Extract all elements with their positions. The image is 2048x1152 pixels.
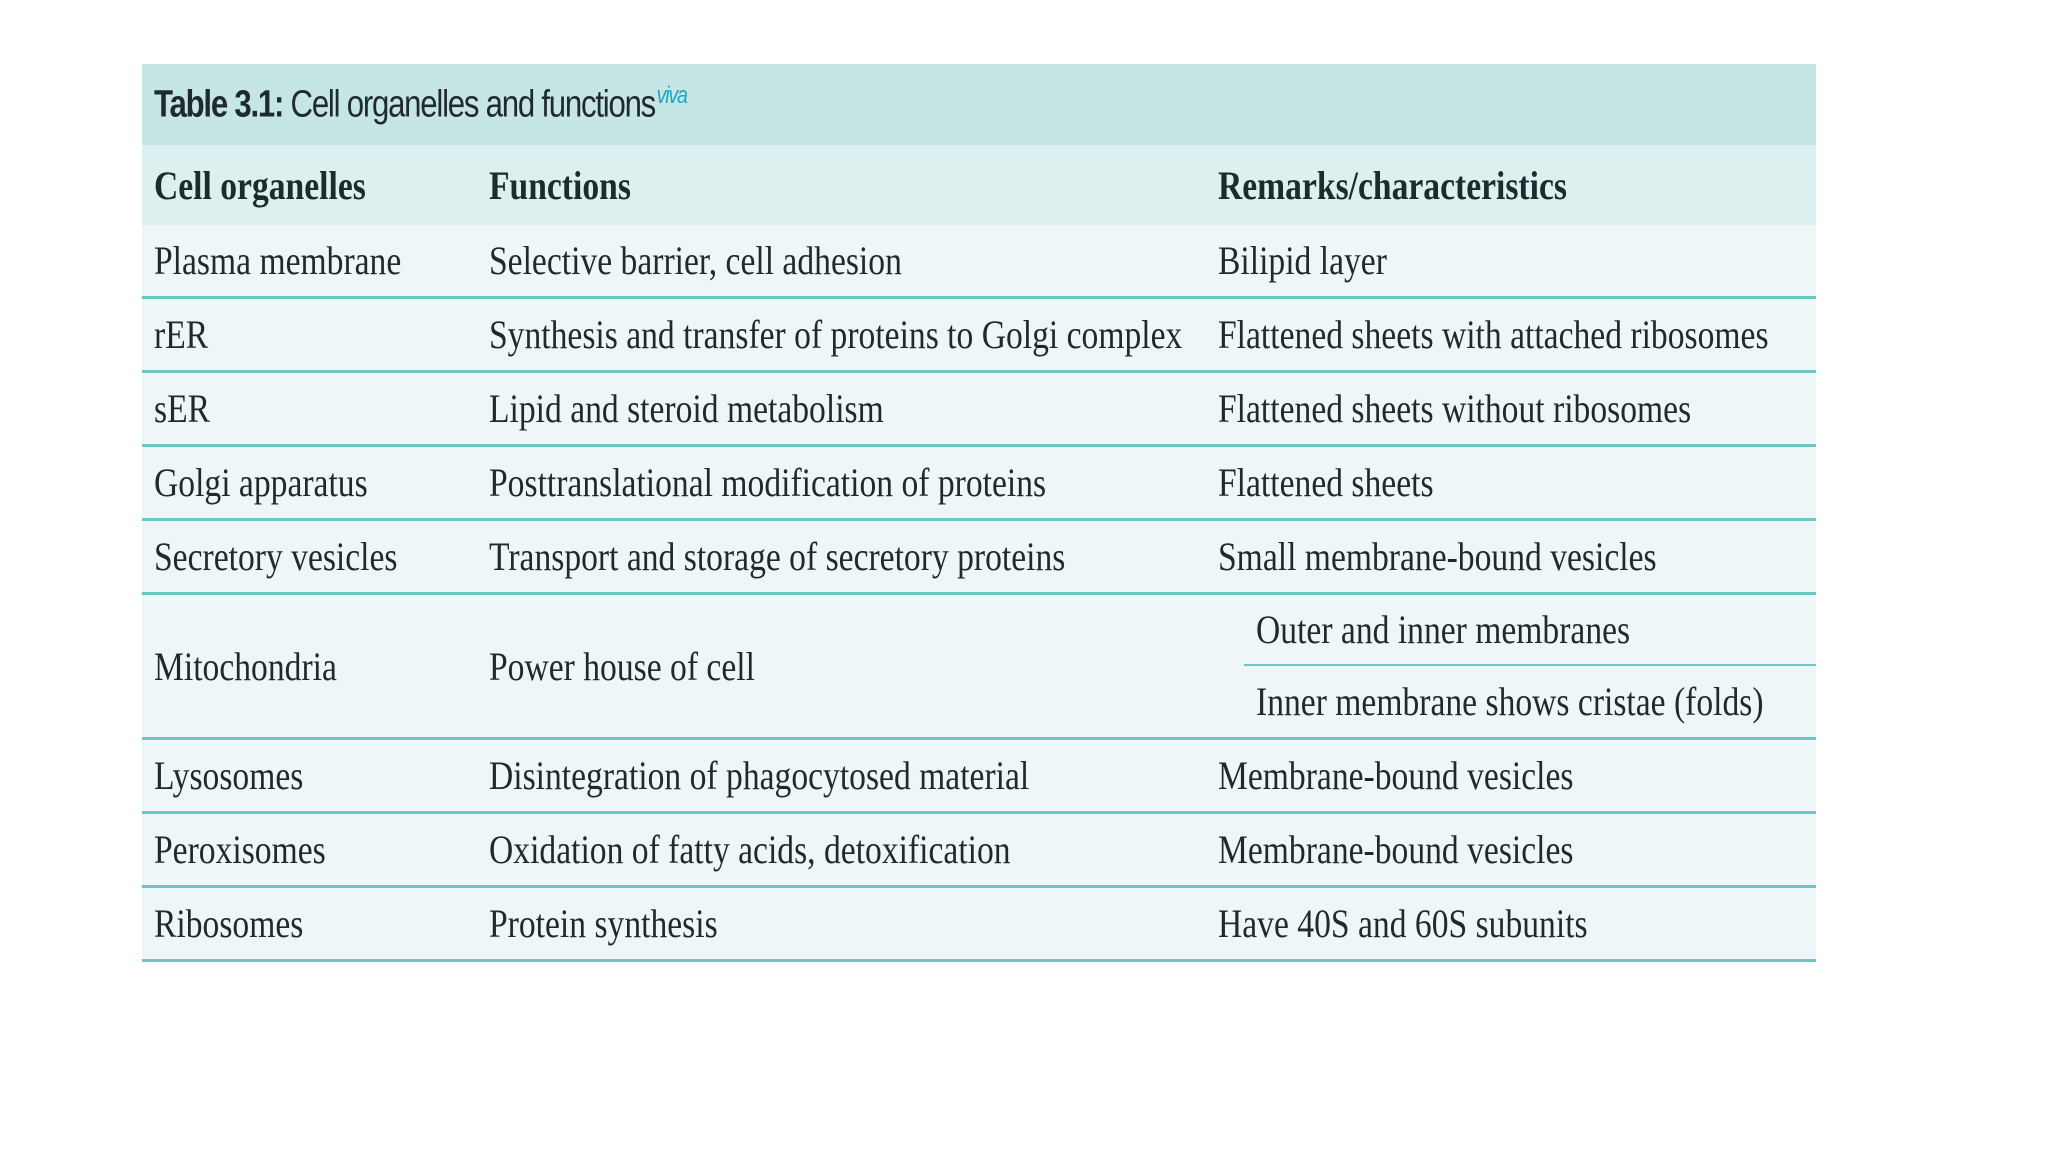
- table-row: [142, 298, 1816, 372]
- table-row: [142, 739, 1816, 813]
- organelle-cell: Lysosomes: [142, 739, 477, 813]
- table-row: [142, 520, 1816, 594]
- organelle-cell: sER: [142, 372, 477, 446]
- function-cell: Protein synthesis: [477, 887, 1206, 961]
- table-caption: [142, 64, 1816, 145]
- organelle-cell: Peroxisomes: [142, 813, 477, 887]
- table-row: [142, 594, 1816, 739]
- table-header: [142, 145, 1816, 225]
- remarks-cell: Flattened sheets with attached ribosomes: [1206, 298, 1816, 372]
- remarks-cell: Membrane-bound vesicles: [1206, 813, 1816, 887]
- organelle-table-container: [142, 64, 1816, 962]
- remarks-cell: Flattened sheets without ribosomes: [1206, 372, 1816, 446]
- organelle-cell: Plasma membrane: [142, 225, 477, 298]
- remarks-cell: Flattened sheets: [1206, 446, 1816, 520]
- organelle-table: [142, 145, 1816, 962]
- remarks-cell: Membrane-bound vesicles: [1206, 739, 1816, 813]
- function-cell: Power house of cell: [477, 594, 1206, 739]
- remarks-line: Outer and inner membranes: [1244, 595, 1816, 666]
- function-cell: Oxidation of fatty acids, detoxification: [477, 813, 1206, 887]
- table-row: [142, 372, 1816, 446]
- function-cell: Synthesis and transfer of proteins to Golgi complex: [477, 298, 1206, 372]
- table-title: Cell organelles and functions: [290, 83, 656, 126]
- organelle-cell: rER: [142, 298, 477, 372]
- function-cell: Selective barrier, cell adhesion: [477, 225, 1206, 298]
- table-body: [142, 225, 1816, 961]
- function-cell: Transport and storage of secretory proteins: [477, 520, 1206, 594]
- header-function: Functions: [477, 145, 1206, 225]
- remarks-cell: [1206, 594, 1816, 739]
- remarks-line: Inner membrane shows cristae (folds): [1256, 679, 1764, 724]
- remarks-cell: Small membrane-bound vesicles: [1206, 520, 1816, 594]
- table-row: [142, 225, 1816, 298]
- function-cell: Lipid and steroid metabolism: [477, 372, 1206, 446]
- organelle-cell: Secretory vesicles: [142, 520, 477, 594]
- function-cell: Posttranslational modification of proteins: [477, 446, 1206, 520]
- organelle-cell: Ribosomes: [142, 887, 477, 961]
- header-remarks: Remarks/characteristics: [1206, 145, 1816, 225]
- organelle-cell: Golgi apparatus: [142, 446, 477, 520]
- remarks-cell: Bilipid layer: [1206, 225, 1816, 298]
- function-cell: Disintegration of phagocytosed material: [477, 739, 1206, 813]
- table-row: [142, 813, 1816, 887]
- table-row: [142, 446, 1816, 520]
- organelle-cell: Mitochondria: [142, 594, 477, 739]
- header-organelle: Cell organelles: [142, 145, 477, 225]
- viva-superscript: viva: [656, 82, 687, 110]
- table-number: Table 3.1:: [154, 83, 284, 126]
- header-row: [142, 145, 1816, 225]
- table-row: [142, 887, 1816, 961]
- remarks-cell: Have 40S and 60S subunits: [1206, 887, 1816, 961]
